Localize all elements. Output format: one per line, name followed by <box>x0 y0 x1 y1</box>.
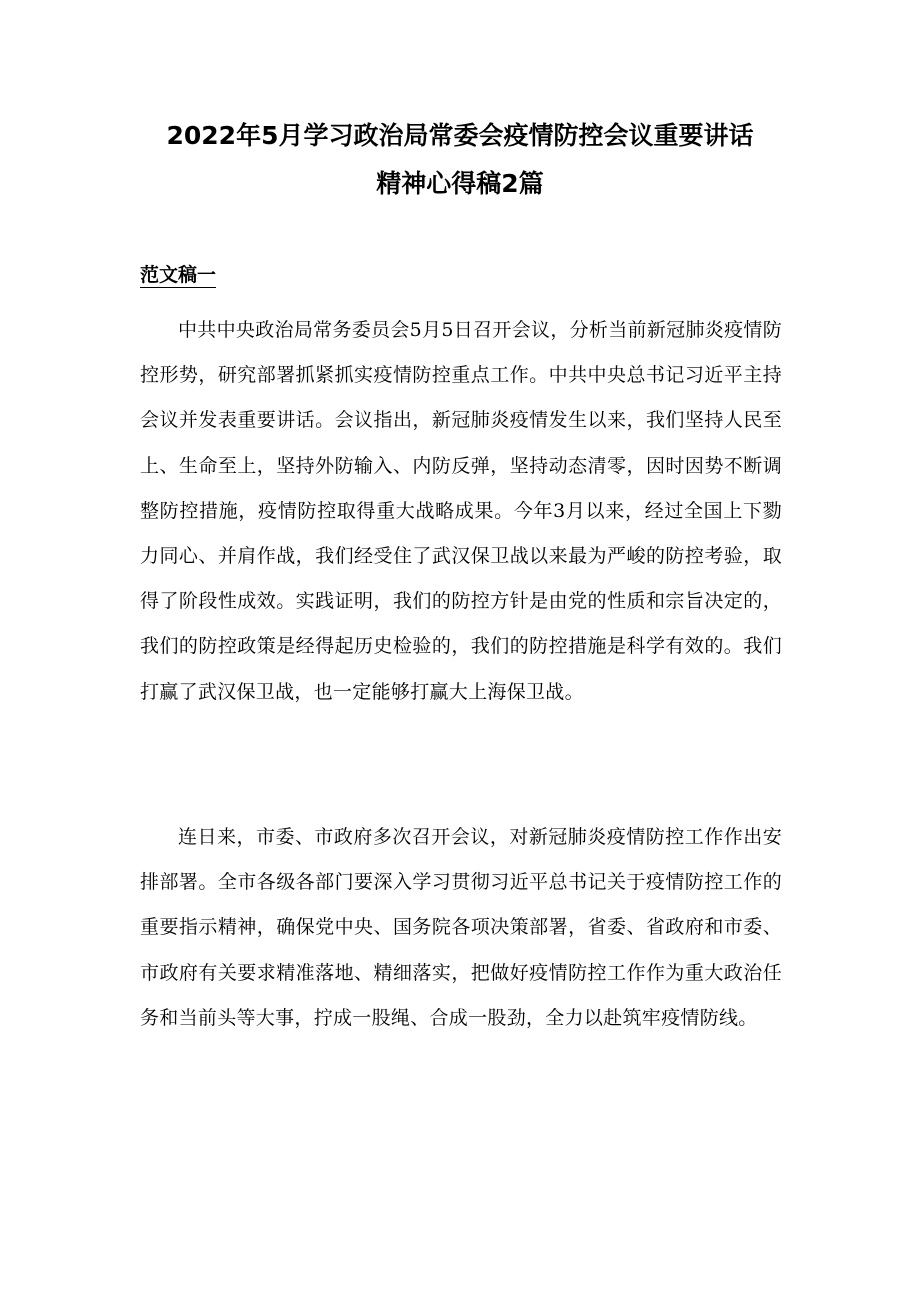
body-paragraph-1: 中共中央政治局常务委员会5月5日召开会议，分析当前新冠肺炎疫情防控形势，研究部署抓紧抓实疫情防控重点工作。中共中央总书记习近平主持会议并发表重要讲话。会议指出，新冠肺炎疫情发生以来，我们坚持人民至上、生命至上，坚持外防输入、内防反弹，坚持动态清零，因时因势不断调整防控措施，疫情防控取得重大战略成果。今年3月以来，经过全国上下勠力同心、并肩作战，我们经受住了武汉保卫战以来最为严峻的防控考验，取得了阶段性成效。实践证明，我们的防控方针是由党的性质和宗旨决定的，我们的防控政策是经得起历史检验的，我们的防控措施是科学有效的。我们打赢了武汉保卫战，也一定能够打赢大上海保卫战。 <box>140 319 782 703</box>
document-title-line-2: 精神心得稿2篇 <box>376 169 544 198</box>
body-paragraph-2: 连日来，市委、市政府多次召开会议，对新冠肺炎疫情防控工作作出安排部署。全市各级各部门要深入学习贯彻习近平总书记关于疫情防控工作的重要指示精神，确保党中央、国务院各项决策部署，省委、省政府和市委、市政府有关要求精准落地、精细落实，把做好疫情防控工作作为重大政治任务和当前头等大事，拧成一股绳、合成一股劲，全力以赴筑牢疫情防线。 <box>140 826 782 1029</box>
section-heading: 范文稿一 <box>140 264 217 286</box>
document-title-line-1: 2022年5月学习政治局常委会疫情防控会议重要讲话 <box>166 121 754 150</box>
